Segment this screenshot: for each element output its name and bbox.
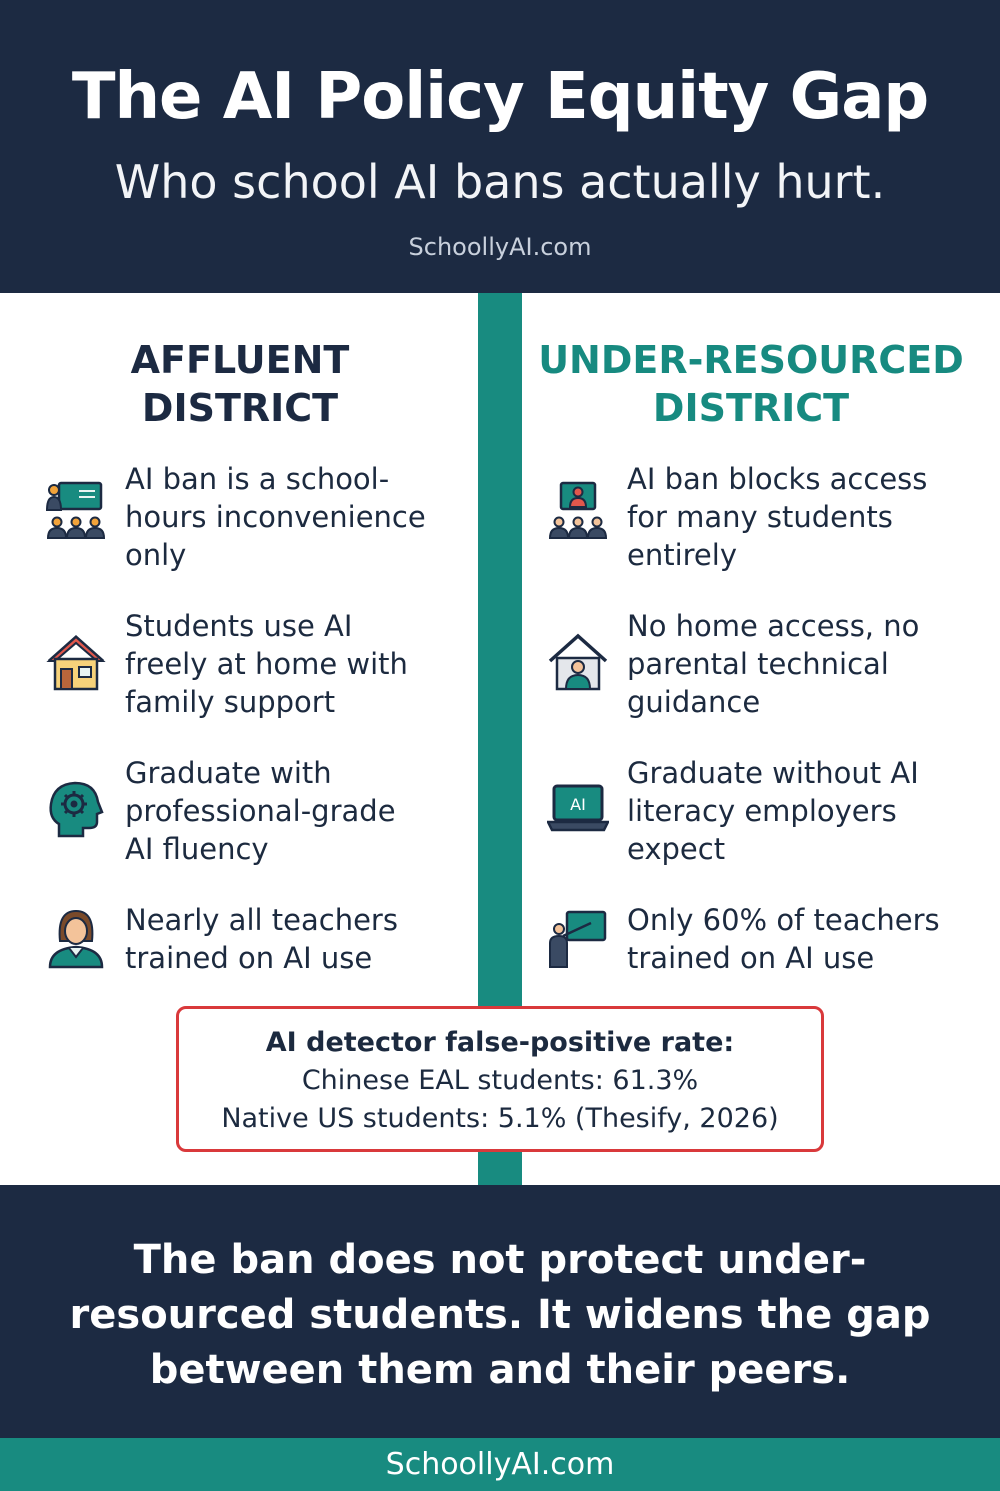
underresourced-item-teacher-training: Only 60% of teachers trained on AI use — [547, 901, 987, 1021]
teacher-board-icon — [547, 909, 609, 971]
house-icon — [45, 631, 107, 693]
underresourced-item-access-blocked: AI ban blocks access for many students entirely — [547, 460, 987, 580]
svg-text:AI: AI — [570, 795, 586, 814]
header-site-link[interactable]: SchoollyAI.com — [408, 233, 592, 261]
callout-eal-rate: Chinese EAL students: 61.3% — [301, 1065, 699, 1096]
underresourced-item-no-home-access: No home access, no parental technical guidance — [547, 607, 987, 727]
callout-title: AI detector false-positive rate: — [265, 1027, 735, 1058]
laptop-ai-icon — [547, 778, 609, 840]
affluent-item-teacher-training: Nearly all teachers trained on AI use — [45, 901, 465, 1021]
affluent-column-title: AFFLUENT DISTRICT — [130, 338, 350, 430]
head-gear-icon — [45, 778, 107, 840]
affluent-item-ai-fluency: Graduate with professional-grade AI fluency — [45, 754, 465, 874]
callout-native-rate: Native US students: 5.1% (Thesify, 2026) — [221, 1103, 779, 1134]
page-subtitle: Who school AI bans actually hurt. — [114, 155, 886, 209]
affluent-item-ban-inconvenience: AI ban is a school- hours inconvenience only — [45, 460, 465, 580]
classroom-presentation-icon — [45, 480, 107, 542]
underresourced-item-no-ai-literacy: AI Graduate without AI literacy employers expect — [547, 754, 987, 874]
conclusion-text: The ban does not protect under- resourced students. It widens the gap between them and their peers. — [69, 1237, 931, 1393]
teacher-woman-icon — [45, 907, 107, 969]
detector-false-positive-callout — [176, 1006, 824, 1152]
page-title: The AI Policy Equity Gap — [71, 60, 929, 134]
blocked-classroom-icon — [547, 480, 609, 542]
comparison-section — [0, 293, 1000, 1185]
conclusion-banner — [0, 1185, 1000, 1438]
underresourced-column-title: UNDER-RESOURCED DISTRICT — [538, 338, 964, 430]
affluent-item-home-use: Students use AI freely at home with family support — [45, 607, 465, 727]
house-person-icon — [547, 631, 609, 693]
footer-site-link[interactable]: SchoollyAI.com — [0, 1438, 1000, 1491]
header-banner — [0, 0, 1000, 293]
